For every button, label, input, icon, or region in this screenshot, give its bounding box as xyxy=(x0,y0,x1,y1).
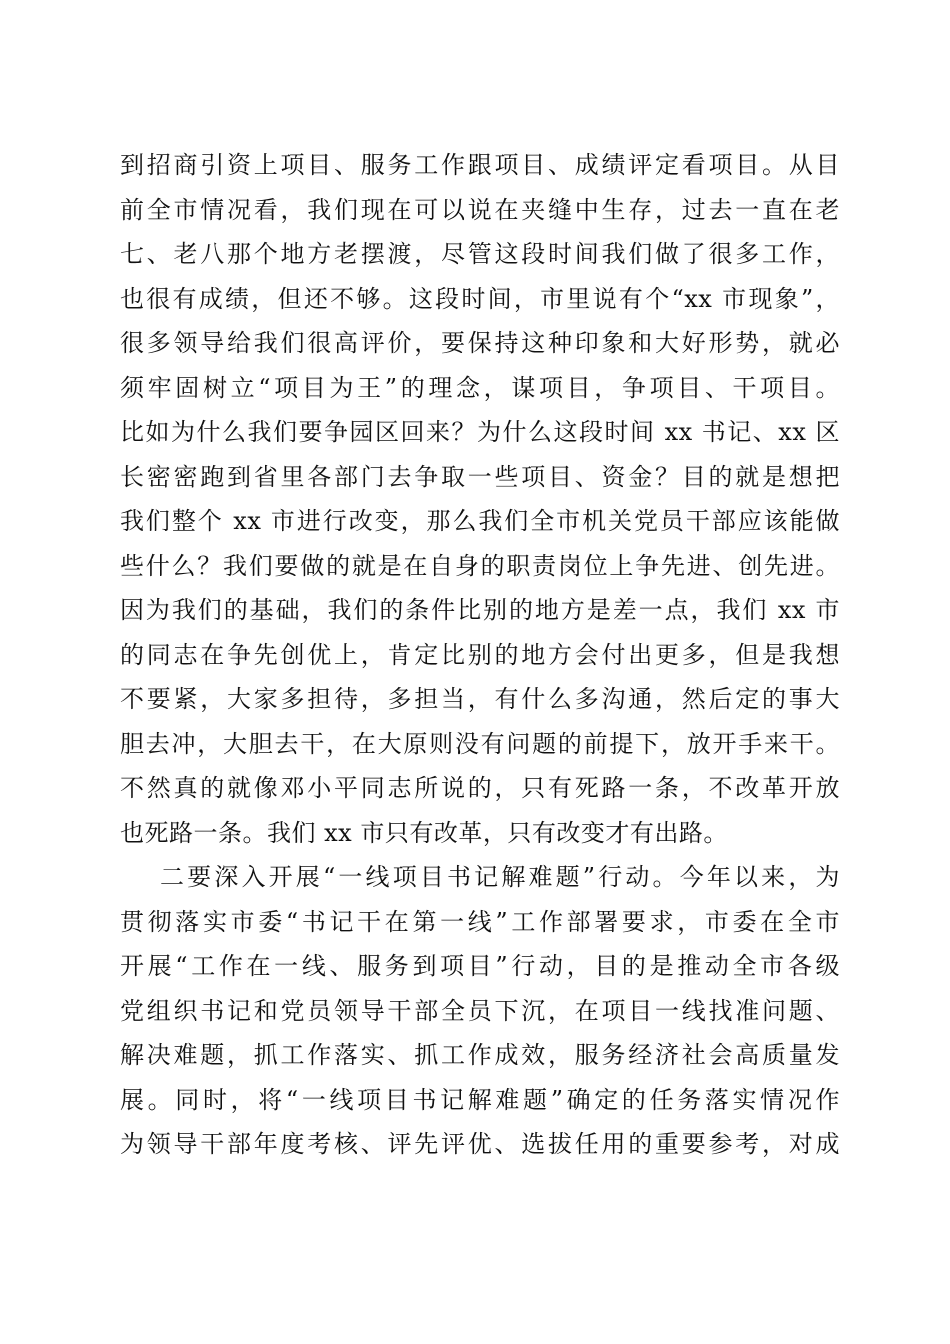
text-line: 也死路一条。我们 xx 市只有改革，只有改变才有出路。 xyxy=(120,818,728,847)
text-line: 解决难题，抓工作落实、抓工作成效，服务经济社会高质量发 xyxy=(120,1041,840,1069)
text-line: 贯彻落实市委“书记干在第一线”工作部署要求，市委在全市 xyxy=(120,907,840,936)
text-line: 展。同时，将“一线项目书记解难题”确定的任务落实情况作 xyxy=(120,1085,840,1114)
text-line: 不要紧，大家多担待，多担当，有什么多沟通，然后定的事大 xyxy=(120,685,840,713)
text-line: 因为我们的基础，我们的条件比别的地方是差一点，我们 xx 市 xyxy=(120,596,840,624)
text-line: 为领导干部年度考核、评先评优、选拔任用的重要参考，对成 xyxy=(120,1130,840,1158)
text-line: 须牢固树立“项目为王”的理念，谋项目，争项目、干项目。 xyxy=(120,373,840,402)
text-line: 开展“工作在一线、服务到项目”行动，目的是推动全市各级 xyxy=(120,952,840,980)
document-body xyxy=(120,143,840,1167)
text-line: 的同志在争先创优上，肯定比别的地方会付出更多，但是我想 xyxy=(120,640,840,669)
text-line: 很多领导给我们很高评价，要保持这种印象和大好形势，就必 xyxy=(120,329,840,357)
text-line: 七、老八那个地方老摆渡，尽管这段时间我们做了很多工作， xyxy=(120,240,840,268)
paragraph-project-king xyxy=(120,143,840,855)
text-line: 我们整个 xx 市进行改变，那么我们全市机关党员干部应该能做 xyxy=(120,507,840,535)
text-line: 前全市情况看，我们现在可以说在夹缝中生存，过去一直在老 xyxy=(120,195,840,224)
text-line: 到招商引资上项目、服务工作跟项目、成绩评定看项目。从目 xyxy=(120,151,840,179)
text-line: 些什么？我们要做的就是在自身的职责岗位上争先进、创先进。 xyxy=(120,551,840,580)
text-line: 二要深入开展“一线项目书记解难题”行动。今年以来，为 xyxy=(160,863,840,891)
paragraph-frontline-action xyxy=(120,855,840,1167)
text-line: 长密密跑到省里各部门去争取一些项目、资金？目的就是想把 xyxy=(120,462,840,491)
text-line: 党组织书记和党员领导干部全员下沉，在项目一线找准问题、 xyxy=(120,996,840,1025)
text-line: 不然真的就像邓小平同志所说的，只有死路一条，不改革开放 xyxy=(120,774,840,802)
text-line: 也很有成绩，但还不够。这段时间，市里说有个“xx 市现象”， xyxy=(120,284,840,313)
text-line: 胆去冲，大胆去干，在大原则没有问题的前提下，放开手来干。 xyxy=(120,729,840,758)
text-line: 比如为什么我们要争园区回来？为什么这段时间 xx 书记、xx 区 xyxy=(120,418,840,446)
